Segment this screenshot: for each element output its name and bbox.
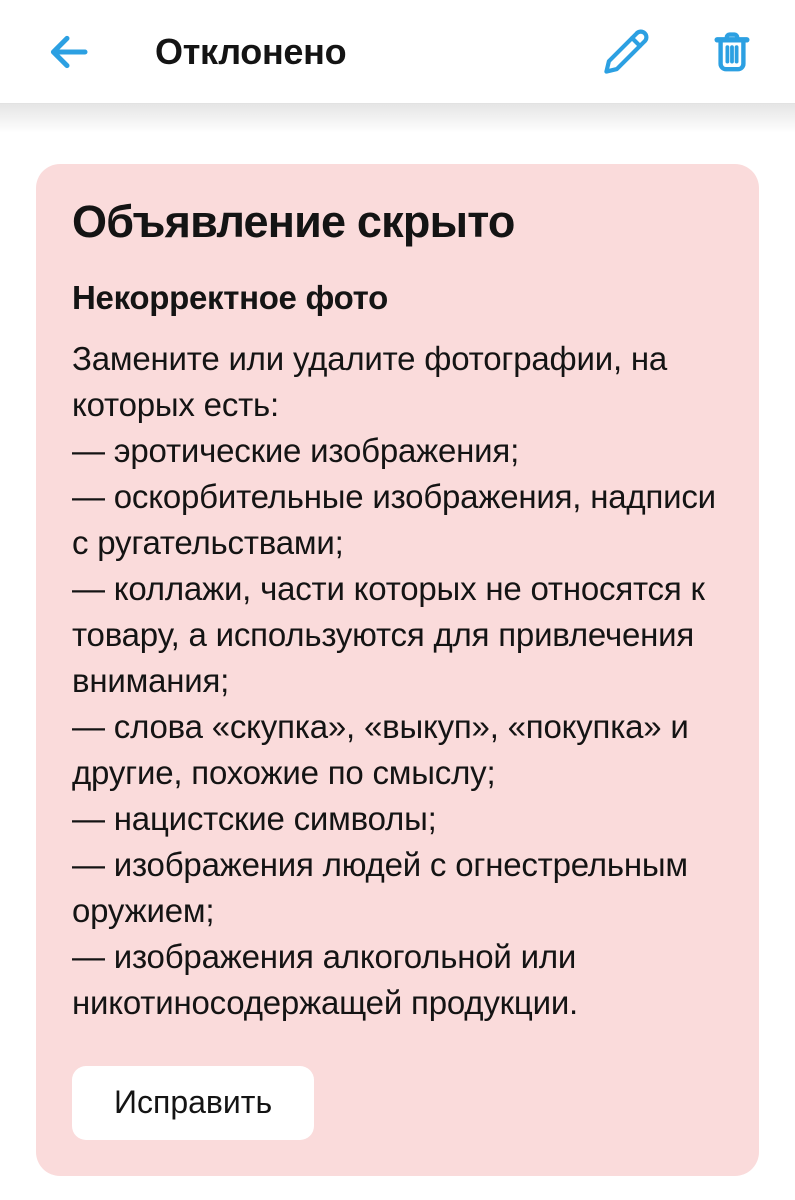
reason-line: — оскорбительные изображения, надписи с ругательствами;	[72, 477, 716, 561]
delete-button[interactable]	[707, 27, 757, 77]
card-body	[72, 336, 723, 1026]
fix-button[interactable]: Исправить	[72, 1066, 314, 1140]
rejection-card	[36, 164, 759, 1176]
reason-line: — изображения людей с огнестрельным оружием;	[72, 845, 688, 929]
app-header	[0, 0, 795, 103]
header-shadow	[0, 103, 795, 133]
back-arrow-icon	[44, 28, 92, 76]
pencil-icon	[601, 27, 651, 77]
reason-list	[72, 428, 723, 1026]
back-button[interactable]	[43, 27, 93, 77]
trash-icon	[708, 28, 756, 76]
edit-button[interactable]	[601, 27, 651, 77]
main-content	[0, 164, 795, 1176]
card-intro: Замените или удалите фотографии, на которых есть:	[72, 339, 668, 423]
reason-line: — изображения алкогольной или никотиносодержащей продукции.	[72, 937, 579, 1021]
reason-line: — коллажи, части которых не относятся к товару, а используются для привлечения внимания;	[72, 569, 705, 699]
card-subtitle: Некорректное фото	[72, 278, 388, 316]
reason-line: — эротические изображения;	[72, 431, 520, 469]
reason-line: — слова «скупка», «выкуп», «покупка» и другие, похожие по смыслу;	[72, 707, 689, 791]
page-title: Отклонено	[155, 30, 347, 72]
reason-line: — нацистские символы;	[72, 799, 437, 837]
header-actions	[601, 27, 757, 77]
card-title: Объявление скрыто	[72, 196, 515, 247]
